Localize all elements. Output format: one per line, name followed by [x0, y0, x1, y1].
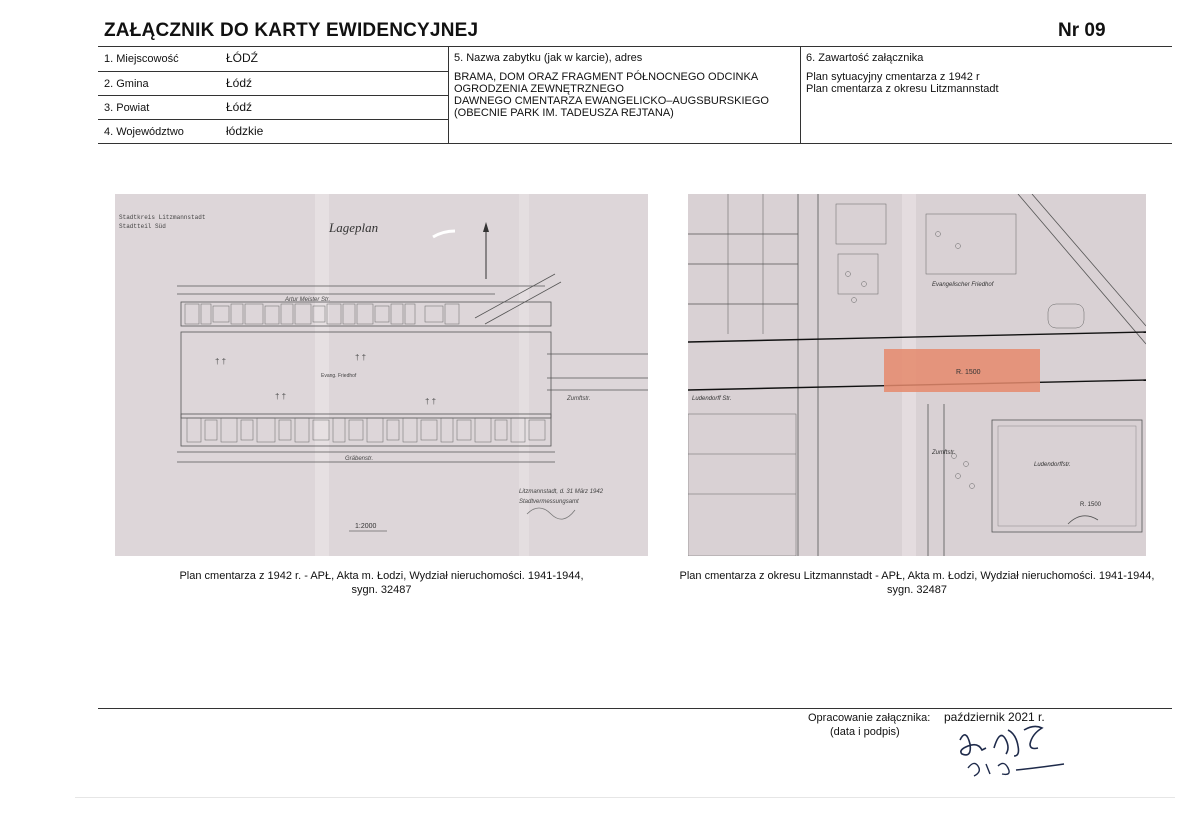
street-bottom-label: Gräbenstr.	[345, 456, 374, 462]
map-scale: 1:2000	[355, 523, 377, 530]
caption-right-line: sygn. 32487	[887, 584, 947, 596]
page-bottom-edge	[75, 797, 1175, 798]
map-signature-line1: Litzmannstadt, d. 31 März 1942	[519, 489, 604, 495]
stamp-number: R. 1500	[1080, 502, 1102, 508]
monument-line: OGRODZENIA ZEWNĘTRZNEGO	[454, 83, 624, 95]
label-wojewodztwo: 4. Województwo	[104, 126, 184, 138]
caption-left	[115, 569, 648, 597]
map-header-line1: Stadtkreis Litzmannstadt	[119, 214, 206, 221]
contents-line: Plan cmentarza z okresu Litzmannstadt	[806, 83, 999, 95]
page-title: ZAŁĄCZNIK DO KARTY EWIDENCYJNEJ	[104, 20, 479, 41]
monument-line: BRAMA, DOM ORAZ FRAGMENT PÓŁNOCNEGO ODCINKA	[454, 71, 759, 83]
row-divider	[98, 71, 448, 72]
label-miejscowosc: 1. Miejscowość	[104, 53, 179, 65]
map-header-line2: Stadtteil Süd	[119, 223, 166, 230]
parcel-label: R. 1500	[956, 369, 981, 376]
map-signature-line2: Stadtvermessungsamt	[519, 499, 579, 505]
caption-left-line: sygn. 32487	[351, 584, 412, 596]
right-map-mid-street: Zumftstr.	[932, 450, 956, 456]
street-top-label: Artur Meister Str.	[285, 297, 331, 303]
monument-line: (OBECNIE PARK IM. TADEUSZA REJTANA)	[454, 107, 674, 119]
cemetery-label: Evang. Friedhof	[321, 373, 357, 379]
map-title: Lageplan	[329, 220, 379, 235]
caption-right	[668, 569, 1166, 597]
label-contents: 6. Zawartość załącznika	[806, 52, 924, 64]
street-right-label: Zumftstr.	[567, 396, 591, 402]
map-image-litzmannstadt	[688, 194, 1146, 556]
caption-left-line: Plan cmentarza z 1942 r. - APŁ, Akta m. Łodzi, Wydział nieruchomości. 1941-1944,	[179, 570, 584, 582]
map-image-1942	[115, 194, 648, 556]
svg-text:† †: † †	[275, 392, 287, 401]
table-top-border	[98, 46, 1172, 47]
handwritten-signature	[950, 718, 1100, 780]
map-litzmannstadt-drawing	[688, 194, 1146, 556]
label-gmina: 2. Gmina	[104, 78, 149, 90]
contents-block	[806, 71, 999, 95]
footer-date: październik 2021 r.	[944, 710, 1045, 724]
map-1942-drawing	[115, 194, 648, 556]
caption-right-line: Plan cmentarza z okresu Litzmannstadt - APŁ, Akta m. Łodzi, Wydział nieruchomości. 1941-1944,	[679, 570, 1155, 582]
row-divider	[98, 119, 448, 120]
footer-label: Opracowanie załącznika:	[808, 712, 931, 724]
column-divider	[800, 46, 801, 143]
svg-text:† †: † †	[425, 397, 437, 406]
footer-divider	[98, 708, 1172, 709]
column-divider	[448, 46, 449, 143]
right-map-top-label: Evangelischer Friedhof	[932, 282, 994, 288]
monument-name-block	[454, 71, 769, 119]
footer-sublabel: (data i podpis)	[830, 726, 900, 738]
document-number: Nr 09	[1058, 20, 1106, 41]
right-map-left-street: Ludendorff Str.	[692, 396, 732, 402]
stamp-title: Ludendorffstr.	[1034, 462, 1071, 468]
contents-line: Plan sytuacyjny cmentarza z 1942 r	[806, 71, 980, 83]
svg-text:† †: † †	[355, 353, 367, 362]
value-gmina: Łódź	[226, 76, 253, 90]
value-powiat: Łódź	[226, 100, 253, 114]
table-bottom-border	[98, 143, 1172, 144]
row-divider	[98, 95, 448, 96]
value-miejscowosc: ŁÓDŹ	[226, 51, 259, 65]
value-wojewodztwo: łódzkie	[226, 124, 264, 138]
label-monument: 5. Nazwa zabytku (jak w karcie), adres	[454, 52, 643, 64]
svg-text:† †: † †	[215, 357, 227, 366]
label-powiat: 3. Powiat	[104, 102, 150, 114]
monument-line: DAWNEGO CMENTARZA EWANGELICKO–AUGSBURSKIEGO	[454, 95, 769, 107]
